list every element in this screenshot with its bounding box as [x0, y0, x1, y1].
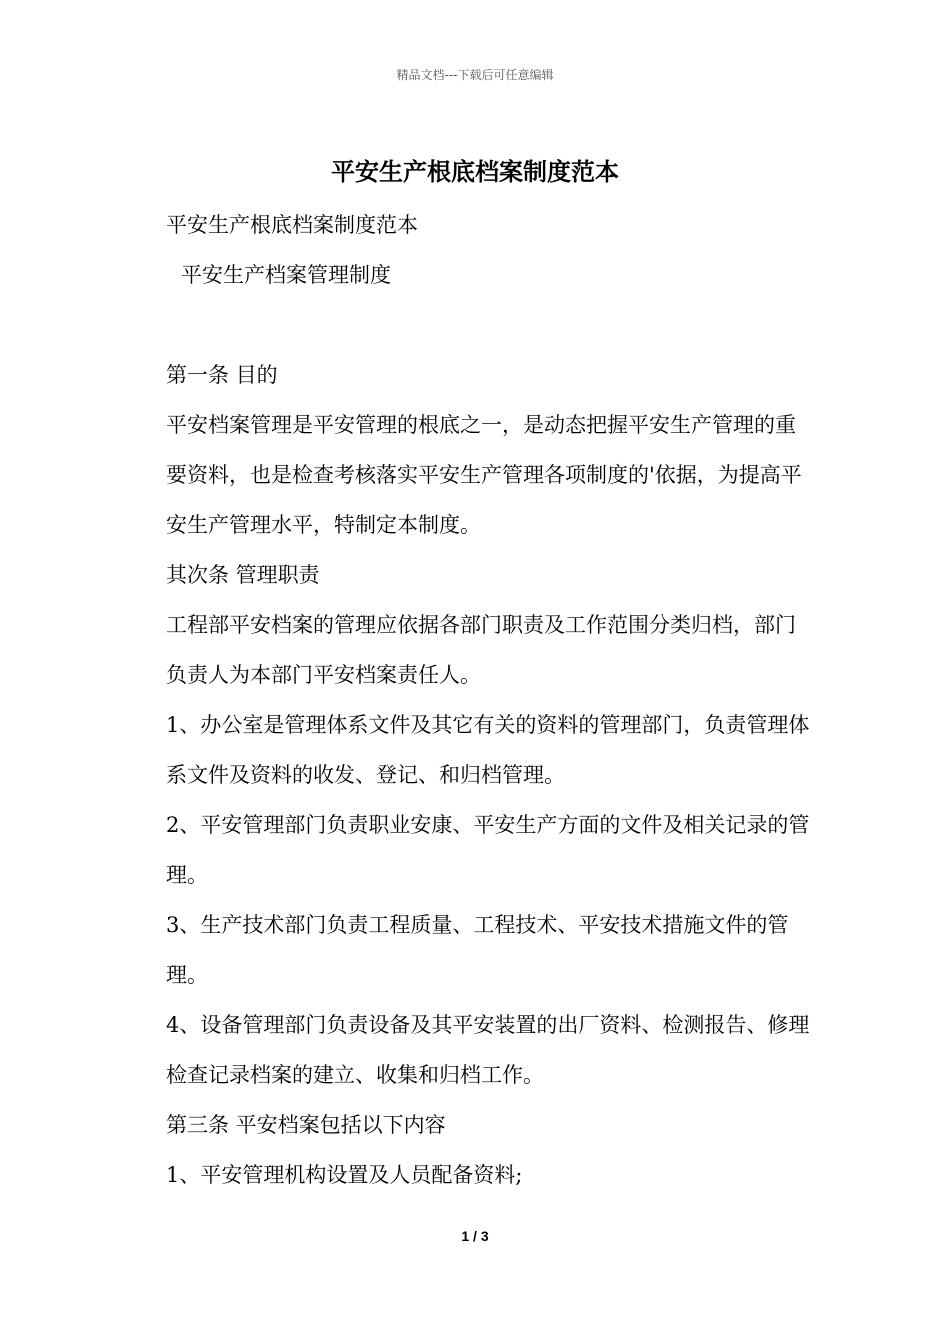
- page-number: 1 / 3: [461, 1228, 489, 1244]
- article-heading: 第一条 目的: [166, 363, 278, 387]
- article-heading: 其次条 管理职责: [166, 563, 320, 587]
- document-body: [145, 200, 810, 1200]
- list-item: 4、设备管理部门负责设备及其平安装置的出厂资料、检测报告、修理检查记录档案的建立、收集和归档工作。: [166, 1013, 810, 1087]
- list-item: 1、办公室是管理体系文件及其它有关的资料的管理部门，负责管理体系文件及资料的收发、登记、和归档管理。: [166, 713, 810, 787]
- document-title: 平安生产根底档案制度范本: [331, 157, 619, 186]
- section-heading: 平安生产档案管理制度: [181, 263, 391, 287]
- list-item: 3、生产技术部门负责工程质量、工程技术、平安技术措施文件的管理。: [166, 913, 789, 987]
- subtitle-paragraph: 平安生产根底档案制度范本: [166, 213, 418, 237]
- body-paragraph: 工程部平安档案的管理应依据各部门职责及工作范围分类归档，部门负责人为本部门平安档案责任人。: [166, 613, 796, 687]
- header-note: 精品文档---下载后可任意编辑: [396, 68, 554, 82]
- article-heading: 第三条 平安档案包括以下内容: [166, 1113, 446, 1137]
- list-item: 2、平安管理部门负责职业安康、平安生产方面的文件及相关记录的管理。: [166, 813, 810, 887]
- blank-line: [145, 300, 810, 350]
- body-paragraph: 平安档案管理是平安管理的根底之一，是动态把握平安生产管理的重要资料，也是检查考核落实平安生产管理各项制度的'依据，为提高平安生产管理水平，特制定本制度。: [166, 413, 802, 537]
- list-item: 1、平安管理机构设置及人员配备资料;: [166, 1163, 523, 1187]
